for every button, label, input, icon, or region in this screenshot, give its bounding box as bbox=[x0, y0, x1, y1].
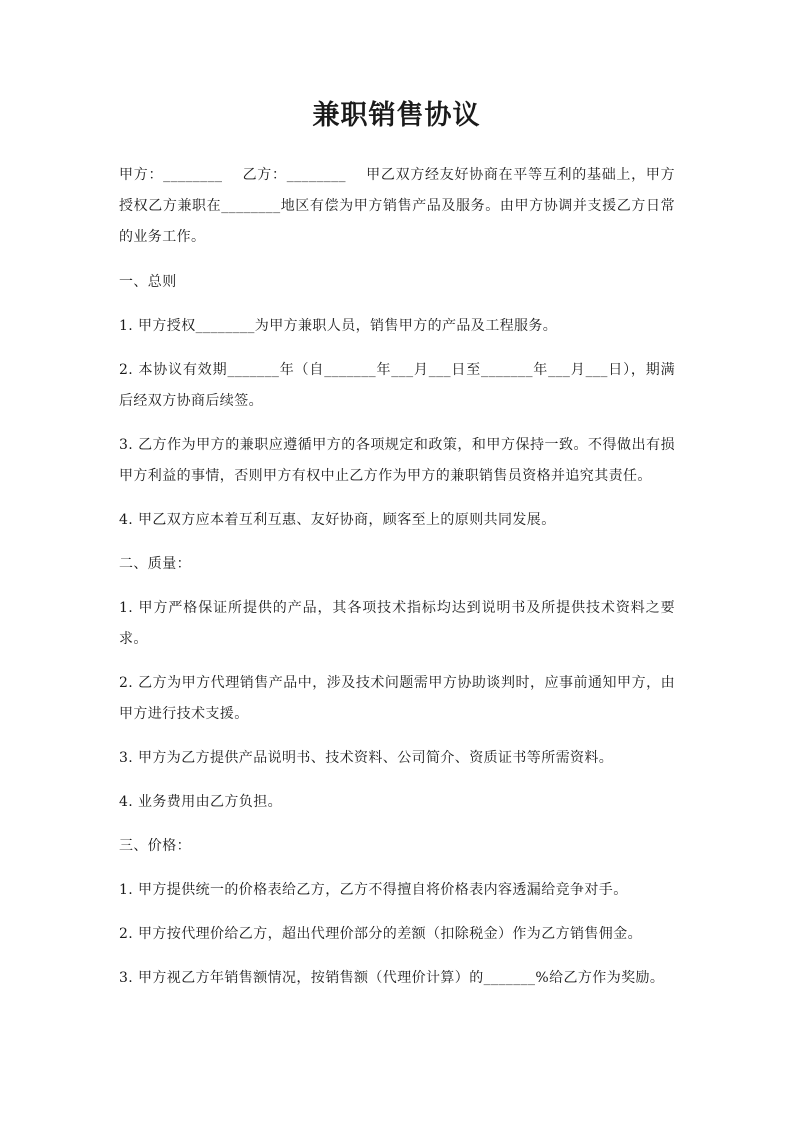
section-heading-price: 三、价格： bbox=[119, 838, 191, 854]
section-heading-quality: 二、质量： bbox=[119, 556, 191, 572]
clause-general-1: 1. 甲方授权________为甲方兼职人员，销售甲方的产品及工程服务。 bbox=[119, 318, 558, 334]
document-body bbox=[119, 160, 675, 1007]
clause-price-1: 1. 甲方提供统一的价格表给乙方，乙方不得擅自将价格表内容透漏给竞争对手。 bbox=[119, 882, 628, 898]
clause-price-3: 3. 甲方视乙方年销售额情况，按销售额（代理价计算）的_______%给乙方作为奖励。 bbox=[119, 970, 665, 986]
intro-paragraph: 甲方：________ 乙方：________ 甲乙双方经友好协商在平等互利的基础上，甲方授权乙方兼职在________地区有偿为甲方销售产品及服务。由甲方协调并支援乙方日常的业务工作。 bbox=[119, 167, 675, 245]
clause-quality-4: 4. 业务费用由乙方负担。 bbox=[119, 794, 283, 810]
clause-quality-3: 3. 甲方为乙方提供产品说明书、技术资料、公司简介、资质证书等所需资料。 bbox=[119, 750, 614, 766]
clause-general-4: 4. 甲乙双方应本着互利互惠、友好协商，顾客至上的原则共同发展。 bbox=[119, 512, 556, 528]
clause-quality-1: 1. 甲方严格保证所提供的产品，其各项技术指标均达到说明书及所提供技术资料之要求。 bbox=[119, 600, 675, 647]
document-title: 兼职销售协议 bbox=[312, 100, 481, 131]
clause-general-3: 3. 乙方作为甲方的兼职应遵循甲方的各项规定和政策，和甲方保持一致。不得做出有损甲方利益的事情，否则甲方有权中止乙方作为甲方的兼职销售员资格并追究其责任。 bbox=[119, 437, 675, 484]
clause-quality-2: 2. 乙方为甲方代理销售产品中，涉及技术问题需甲方协助谈判时，应事前通知甲方，由甲方进行技术支援。 bbox=[119, 675, 675, 722]
clause-price-2: 2. 甲方按代理价给乙方，超出代理价部分的差额（扣除税金）作为乙方销售佣金。 bbox=[119, 926, 643, 942]
section-heading-general: 一、总则 bbox=[119, 274, 177, 290]
clause-general-2: 2. 本协议有效期_______年（自_______年___月___日至_______年___月___日），期满后经双方协商后续签。 bbox=[119, 362, 675, 409]
